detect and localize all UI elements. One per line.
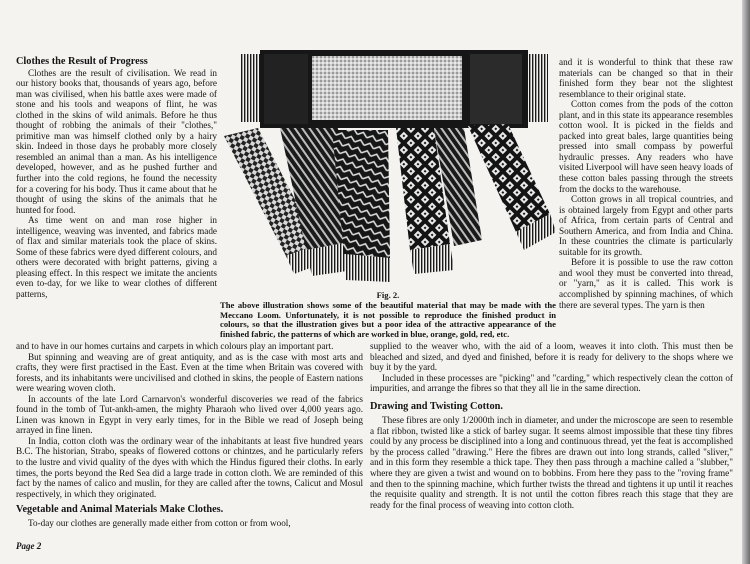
right-paragraph-4: Before it is possible to use the raw cotton and wool they must be converted into thread, or "yarn," as it is called. This work is accomplished by spinning machines, of which there are several types. The yarn is then [559,257,733,310]
right-paragraph-2: Cotton comes from the pods of the cotton plant, and in this state its appearance resembles cotton wool. It is picked in the fields and packed into great bales, large quantities being pressed into small compass by powerful hydraulic presses. Any readers who have visited Liverpool will have seen heavy loads of these cotton bales passing through the streets from the docks to the warehouse. [559,99,733,194]
left-paragraph-2-continued: and to have in our homes curtains and carpets in which colours play an important part. [16,341,334,351]
scan-edge-shadow [742,0,750,564]
heading-clothes-progress: Clothes the Result of Progress [16,56,148,67]
right-paragraph-6: These fibres are only 1/2000th inch in diameter, and under the microscope are seen to resemble a flat ribbon, twisted like a stick of barley sugar. It seems almost impossible that these tiny fibres could by any process be disciplined into a long and continuous thread, yet the feat is accomplished by the process called "drawing." Here the fibres are drawn out into long strands, called "sliver," and in this form they resemble a thick tape. They then pass through a machine called a "slubber," where they are given a twist and wound on to bobbins. From here they pass to the "roving frame" and then to the spinning machine, which further twists the thread and tightens it up until it reaches the requisite quality and strength. It is not until the cotton fibres reach this stage that they are ready for the final process of weaving into cotton cloth. [370,415,733,510]
right-paragraph-4-continued: supplied to the weaver who, with the aid of a loom, weaves it into cloth. This must then be bleached and sized, and dyed and finished, before it is ready for delivery to the shops where we buy it by the yard. [370,341,733,373]
right-column [559,57,733,310]
figure-number: Fig. 2. [376,290,400,300]
left-paragraph-3: But spinning and weaving are of great antiquity, and as is the case with most arts and crafts, they were first practised in the East. Even at the time when Britain was covered with forests, and its inhabitants were uncivilised and clothed in skins, the people of Eastern nations were wearing woven cloth. [16,351,363,394]
heading-drawing-twisting: Drawing and Twisting Cotton. [370,400,503,412]
woven-fabric-illustration [220,44,556,292]
left-column [16,57,217,300]
left-paragraph-4: In accounts of the late Lord Carnarvon's wonderful discoveries we read of the fabrics found in the tomb of Tut-ankh-amen, the mighty Pharaoh who lived over 4,000 years ago. Linen was known in Egypt in very early times, for in the Bible we read of Joseph being arrayed in fine linen. [16,393,363,436]
heading-vegetable-animal: Vegetable and Animal Materials Make Clothes. [16,504,224,516]
left-paragraph-1: Clothes are the result of civilisation. We read in our history books that, thousands of years ago, before man was civilised, when his battle axes were made of stone and his tools and weapons of flint, he was clothed in the skins of wild animals. Before he thus thought of robbing the animals of their "clothes," primitive man was himself clothed only by a hairy skin. Indeed in those days he probably more closely resembled an animal than a man. As his intelligence developed, however, and as he pushed further and further into the cold regions, he found the necessity for a covering for his body. Thus it came about that he thought of using the skins of the animals that he hunted for food. [16,67,217,215]
right-paragraph-1: and it is wonderful to think that these raw materials can be changed so that in their finished form they bear not the slightest resemblance to their original state. [559,57,733,99]
left-paragraph-6: To-day our clothes are generally made either from cotton or from wool, [28,517,291,528]
left-paragraph-5: In India, cotton cloth was the ordinary wear of the inhabitants at least five hundred years B.C. The historian, Strabo, speaks of flowered cottons or chintzes, and he particularly refers to the lustre and vivid quality of the dyes with which the Hindus figured their cloths. In early times, the ports beyond the Red Sea did a large trade in cotton cloth. We are reminded of this fact by the names of calico and muslin, for they are called after the towns, Calicut and Mosul respectively, in which they originated. [16,435,363,499]
right-paragraph-3: Cotton grows in all tropical countries, and is obtained largely from Egypt and other parts of Africa, from certain parts of Central and Southern America, and from India and China. In these countries the climate is particularly suitable for its growth. [559,194,733,257]
left-paragraph-2: As time went on and man rose higher in intelligence, weaving was invented, and fabrics made of flax and similar materials took the place of skins. Some of these fabrics were dyed different colours, and others were decorated with bright patterns, giving a pleasing effect. In this respect we imitate the ancients even to-day, for we like to wear clothes of different patterns, [16,215,217,300]
right-paragraph-5: Included in these processes are "picking" and "carding," which respectively clean the cotton of impurities, and arrange the fibres so that they all lie in the same direction. [370,372,733,394]
right-lower-column [370,341,733,510]
left-lower-column [16,341,363,528]
figure-caption [220,291,556,340]
figure-caption-text: The above illustration shows some of the beautiful material that may be made with the Meccano Loom. Unfortunately, it is not possible to reproduce the finished product in colours, so that the illustration gives but a poor idea of the attractive appearance of the finished fabric, the patterns of which are worked in blue, orange, gold, red, etc. [220,299,556,340]
page-number: Page 2 [16,541,42,551]
